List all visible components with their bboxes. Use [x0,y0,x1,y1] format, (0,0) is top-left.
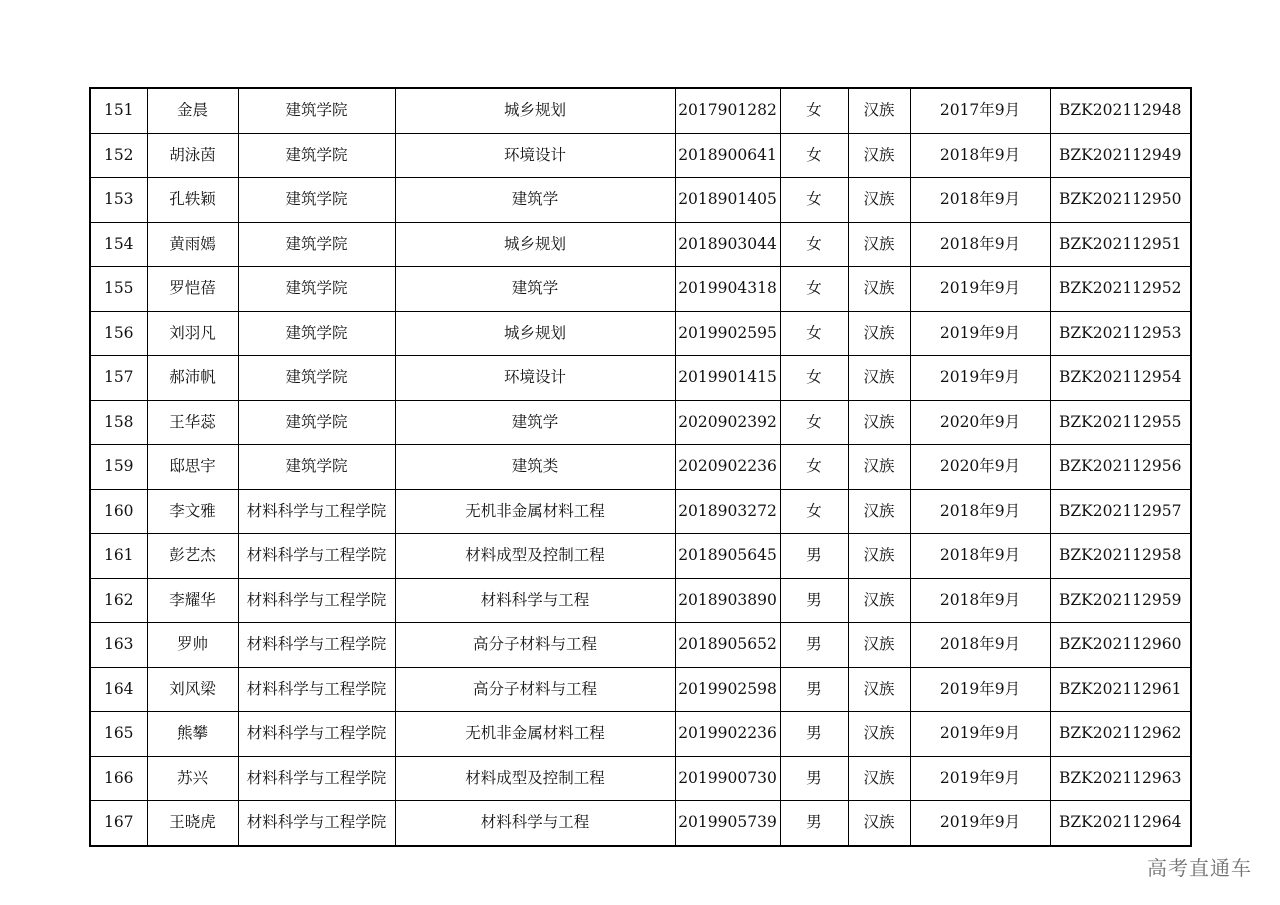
college-cell: 材料科学与工程学院 [238,756,395,801]
table-row [90,400,1191,445]
gender-cell: 女 [780,445,848,490]
enrollment-date-cell: 2018年9月 [910,623,1050,668]
student-roster-table [89,87,1192,847]
index-cell: 157 [90,356,147,401]
gender-cell: 男 [780,667,848,712]
table-row [90,667,1191,712]
major-cell: 城乡规划 [395,88,675,133]
table-row [90,445,1191,490]
certificate-no-cell: BZK202112959 [1050,578,1191,623]
major-cell: 无机非金属材料工程 [395,489,675,534]
name-cell: 罗恺蓓 [147,267,238,312]
major-cell: 材料科学与工程 [395,578,675,623]
college-cell: 材料科学与工程学院 [238,578,395,623]
name-cell: 苏兴 [147,756,238,801]
name-cell: 刘羽凡 [147,311,238,356]
name-cell: 孔轶颖 [147,178,238,223]
name-cell: 刘风梁 [147,667,238,712]
certificate-no-cell: BZK202112958 [1050,534,1191,579]
student-id-cell: 2017901282 [675,88,780,133]
enrollment-date-cell: 2019年9月 [910,356,1050,401]
gender-cell: 女 [780,311,848,356]
college-cell: 材料科学与工程学院 [238,667,395,712]
index-cell: 160 [90,489,147,534]
certificate-no-cell: BZK202112961 [1050,667,1191,712]
name-cell: 胡泳茵 [147,133,238,178]
major-cell: 建筑学 [395,400,675,445]
table-row [90,756,1191,801]
enrollment-date-cell: 2019年9月 [910,801,1050,846]
ethnicity-cell: 汉族 [848,623,910,668]
enrollment-date-cell: 2018年9月 [910,534,1050,579]
student-id-cell: 2018903272 [675,489,780,534]
gender-cell: 男 [780,801,848,846]
table-row [90,133,1191,178]
table-row [90,311,1191,356]
enrollment-date-cell: 2020年9月 [910,400,1050,445]
student-id-cell: 2018903044 [675,222,780,267]
student-id-cell: 2019901415 [675,356,780,401]
index-cell: 151 [90,88,147,133]
college-cell: 建筑学院 [238,356,395,401]
ethnicity-cell: 汉族 [848,801,910,846]
watermark: 高考直通车 [1147,856,1252,880]
college-cell: 建筑学院 [238,400,395,445]
enrollment-date-cell: 2018年9月 [910,578,1050,623]
table-row [90,712,1191,757]
name-cell: 金晨 [147,88,238,133]
enrollment-date-cell: 2019年9月 [910,667,1050,712]
student-id-cell: 2019902595 [675,311,780,356]
index-cell: 165 [90,712,147,757]
index-cell: 161 [90,534,147,579]
name-cell: 王晓虎 [147,801,238,846]
table-row [90,88,1191,133]
table-row [90,267,1191,312]
index-cell: 156 [90,311,147,356]
college-cell: 材料科学与工程学院 [238,623,395,668]
gender-cell: 女 [780,489,848,534]
name-cell: 罗帅 [147,623,238,668]
index-cell: 155 [90,267,147,312]
student-id-cell: 2019905739 [675,801,780,846]
certificate-no-cell: BZK202112963 [1050,756,1191,801]
college-cell: 建筑学院 [238,178,395,223]
student-id-cell: 2019904318 [675,267,780,312]
certificate-no-cell: BZK202112964 [1050,801,1191,846]
certificate-no-cell: BZK202112955 [1050,400,1191,445]
major-cell: 建筑学 [395,178,675,223]
ethnicity-cell: 汉族 [848,445,910,490]
certificate-no-cell: BZK202112960 [1050,623,1191,668]
enrollment-date-cell: 2019年9月 [910,756,1050,801]
major-cell: 高分子材料与工程 [395,623,675,668]
certificate-no-cell: BZK202112957 [1050,489,1191,534]
certificate-no-cell: BZK202112952 [1050,267,1191,312]
college-cell: 材料科学与工程学院 [238,712,395,757]
enrollment-date-cell: 2019年9月 [910,267,1050,312]
ethnicity-cell: 汉族 [848,356,910,401]
table-row [90,578,1191,623]
index-cell: 164 [90,667,147,712]
table-row [90,178,1191,223]
major-cell: 材料科学与工程 [395,801,675,846]
index-cell: 152 [90,133,147,178]
table-row [90,534,1191,579]
enrollment-date-cell: 2017年9月 [910,88,1050,133]
ethnicity-cell: 汉族 [848,311,910,356]
student-id-cell: 2018901405 [675,178,780,223]
gender-cell: 男 [780,623,848,668]
major-cell: 城乡规划 [395,311,675,356]
ethnicity-cell: 汉族 [848,178,910,223]
certificate-no-cell: BZK202112962 [1050,712,1191,757]
enrollment-date-cell: 2018年9月 [910,489,1050,534]
certificate-no-cell: BZK202112949 [1050,133,1191,178]
ethnicity-cell: 汉族 [848,88,910,133]
student-id-cell: 2020902236 [675,445,780,490]
enrollment-date-cell: 2018年9月 [910,133,1050,178]
ethnicity-cell: 汉族 [848,222,910,267]
college-cell: 材料科学与工程学院 [238,489,395,534]
enrollment-date-cell: 2020年9月 [910,445,1050,490]
college-cell: 建筑学院 [238,222,395,267]
ethnicity-cell: 汉族 [848,489,910,534]
name-cell: 黄雨嫣 [147,222,238,267]
enrollment-date-cell: 2018年9月 [910,178,1050,223]
index-cell: 166 [90,756,147,801]
major-cell: 环境设计 [395,356,675,401]
ethnicity-cell: 汉族 [848,133,910,178]
certificate-no-cell: BZK202112953 [1050,311,1191,356]
college-cell: 建筑学院 [238,445,395,490]
name-cell: 邸思宇 [147,445,238,490]
student-id-cell: 2018903890 [675,578,780,623]
ethnicity-cell: 汉族 [848,267,910,312]
college-cell: 材料科学与工程学院 [238,801,395,846]
ethnicity-cell: 汉族 [848,400,910,445]
index-cell: 159 [90,445,147,490]
student-id-cell: 2020902392 [675,400,780,445]
student-id-cell: 2018905652 [675,623,780,668]
ethnicity-cell: 汉族 [848,667,910,712]
table-row [90,623,1191,668]
student-id-cell: 2019902236 [675,712,780,757]
index-cell: 158 [90,400,147,445]
major-cell: 材料成型及控制工程 [395,756,675,801]
name-cell: 王华蕊 [147,400,238,445]
gender-cell: 女 [780,356,848,401]
ethnicity-cell: 汉族 [848,712,910,757]
major-cell: 建筑学 [395,267,675,312]
name-cell: 李文雅 [147,489,238,534]
index-cell: 153 [90,178,147,223]
student-id-cell: 2018905645 [675,534,780,579]
name-cell: 熊攀 [147,712,238,757]
index-cell: 154 [90,222,147,267]
gender-cell: 男 [780,578,848,623]
major-cell: 城乡规划 [395,222,675,267]
gender-cell: 女 [780,222,848,267]
name-cell: 郝沛帆 [147,356,238,401]
enrollment-date-cell: 2019年9月 [910,311,1050,356]
certificate-no-cell: BZK202112950 [1050,178,1191,223]
college-cell: 建筑学院 [238,133,395,178]
major-cell: 材料成型及控制工程 [395,534,675,579]
gender-cell: 女 [780,178,848,223]
certificate-no-cell: BZK202112954 [1050,356,1191,401]
name-cell: 李耀华 [147,578,238,623]
ethnicity-cell: 汉族 [848,534,910,579]
college-cell: 材料科学与工程学院 [238,534,395,579]
gender-cell: 女 [780,400,848,445]
name-cell: 彭艺杰 [147,534,238,579]
college-cell: 建筑学院 [238,311,395,356]
enrollment-date-cell: 2018年9月 [910,222,1050,267]
ethnicity-cell: 汉族 [848,756,910,801]
index-cell: 167 [90,801,147,846]
major-cell: 建筑类 [395,445,675,490]
student-id-cell: 2019900730 [675,756,780,801]
college-cell: 建筑学院 [238,88,395,133]
certificate-no-cell: BZK202112948 [1050,88,1191,133]
roster-body [90,88,1191,846]
index-cell: 163 [90,623,147,668]
student-id-cell: 2018900641 [675,133,780,178]
student-id-cell: 2019902598 [675,667,780,712]
table-row [90,801,1191,846]
ethnicity-cell: 汉族 [848,578,910,623]
gender-cell: 男 [780,712,848,757]
certificate-no-cell: BZK202112951 [1050,222,1191,267]
table-row [90,222,1191,267]
gender-cell: 男 [780,756,848,801]
gender-cell: 女 [780,88,848,133]
gender-cell: 男 [780,534,848,579]
certificate-no-cell: BZK202112956 [1050,445,1191,490]
major-cell: 环境设计 [395,133,675,178]
college-cell: 建筑学院 [238,267,395,312]
gender-cell: 女 [780,133,848,178]
major-cell: 高分子材料与工程 [395,667,675,712]
table-row [90,489,1191,534]
enrollment-date-cell: 2019年9月 [910,712,1050,757]
index-cell: 162 [90,578,147,623]
gender-cell: 女 [780,267,848,312]
major-cell: 无机非金属材料工程 [395,712,675,757]
table-row [90,356,1191,401]
